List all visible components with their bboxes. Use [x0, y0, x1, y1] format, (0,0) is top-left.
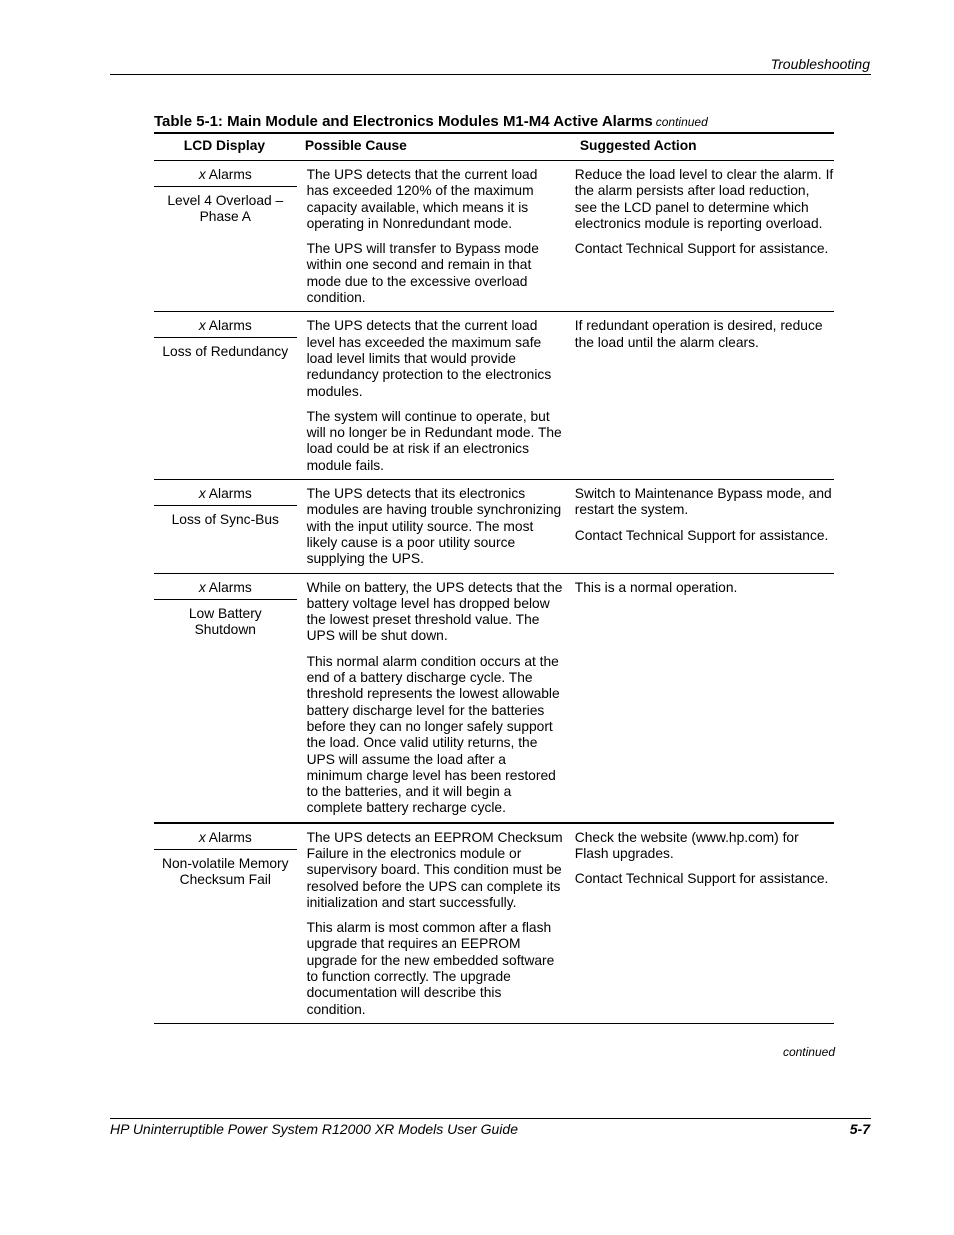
- column-header-lcd-display: LCD Display: [183, 138, 266, 154]
- alarm-count-variable: x: [198, 486, 206, 502]
- alarm-count-label: Alarms: [205, 167, 252, 182]
- alarm-count: [154, 161, 297, 187]
- possible-cause-cell: [297, 161, 563, 311]
- table-row: [154, 161, 834, 312]
- column-header-possible-cause: Possible Cause: [304, 138, 407, 154]
- action-paragraph: Check the website (www.hp.com) for Flash upgrades.: [574, 829, 799, 861]
- suggested-action-cell: [563, 480, 834, 572]
- possible-cause-cell: [297, 312, 563, 479]
- alarm-count: [154, 824, 297, 850]
- cause-paragraph: The UPS detects that the current load level has exceeded the maximum safe load level limits that would provide redundancy protection to the electronics modules.: [306, 318, 552, 399]
- action-paragraph: Contact Technical Support for assistance.: [574, 527, 829, 543]
- lcd-display-name: Loss of Redundancy: [162, 344, 289, 360]
- cause-paragraph: The UPS detects that the current load has exceeded 120% of the maximum capacity available, which means it is operating in Nonredundant mode.: [306, 167, 538, 231]
- alarm-count: [154, 574, 297, 600]
- lcd-display-cell: [154, 480, 297, 572]
- alarm-count: [154, 312, 297, 338]
- footer-title: HP Uninterruptible Power System R12000 XR Models User Guide: [110, 1121, 518, 1137]
- lcd-display-name: Non-volatile Memory Checksum Fail: [162, 855, 289, 887]
- table-header-row: [154, 133, 834, 161]
- table-row: [154, 312, 834, 480]
- cause-paragraph: This normal alarm condition occurs at the end of a battery discharge cycle. The threshold represents the lowest allowable battery discharge level for the batteries before they can no longer safely support the load. Once valid utility returns, the UPS will assume the load after a minimum charge level has been restored to the batteries, and it will begin a complete battery recharge cycle.: [306, 653, 560, 816]
- alarm-count-label: Alarms: [205, 318, 252, 334]
- possible-cause-cell: [297, 824, 563, 1023]
- suggested-action-cell: [563, 312, 834, 479]
- alarm-count-label: Alarms: [205, 829, 252, 845]
- table-caption: [154, 113, 708, 130]
- table-caption-title: Table 5-1: Main Module and Electronics Modules M1-M4 Active Alarms: [154, 113, 653, 130]
- lcd-display-cell: [154, 574, 297, 822]
- cause-paragraph: The UPS detects an EEPROM Checksum Failure in the electronics module or supervisory board. This condition must be resolved before the UPS can complete its initialization and start successfully.: [306, 829, 563, 910]
- lcd-display-cell: [154, 161, 297, 311]
- footer-rule: [110, 1118, 871, 1119]
- column-header-suggested-action: Suggested Action: [579, 138, 697, 154]
- alarm-count: [154, 480, 297, 506]
- lcd-display-name: Level 4 Overload – Phase A: [167, 193, 284, 225]
- possible-cause-cell: [297, 480, 563, 572]
- action-paragraph: Switch to Maintenance Bypass mode, and restart the system.: [574, 486, 832, 518]
- action-paragraph: Contact Technical Support for assistance.: [574, 871, 829, 887]
- table-caption-continued: continued: [655, 115, 708, 129]
- lcd-display-cell: [154, 824, 297, 1023]
- alarm-count-label: Alarms: [205, 486, 252, 502]
- action-paragraph: Reduce the load level to clear the alarm. If the alarm persists after load reduction, see the LCD panel to determine which electronics module is reporting overload.: [574, 167, 834, 231]
- suggested-action-cell: [563, 161, 834, 311]
- action-paragraph: This is a normal operation.: [574, 579, 738, 595]
- alarm-count-label: Alarms: [205, 579, 252, 595]
- running-header: Troubleshooting: [770, 56, 870, 72]
- action-paragraph: If redundant operation is desired, reduce the load until the alarm clears.: [574, 318, 823, 350]
- table-continued-note: continued: [782, 1045, 835, 1059]
- page-number: 5-7: [849, 1121, 870, 1137]
- lcd-display-name: Loss of Sync-Bus: [171, 512, 279, 528]
- cause-paragraph: The system will continue to operate, but will no longer be in Redundant mode. The load could be at risk if an electronics module fails.: [306, 408, 562, 473]
- lcd-display-cell: [154, 312, 297, 479]
- table-row: [154, 824, 834, 1024]
- alarm-count-variable: x: [198, 167, 206, 182]
- alarm-count-variable: x: [198, 318, 206, 334]
- cause-paragraph: While on battery, the UPS detects that the battery voltage level has dropped below the lowest preset threshold value. The UPS will be shut down.: [306, 579, 563, 644]
- alarms-table: [154, 133, 834, 1024]
- suggested-action-cell: [563, 824, 834, 1023]
- action-paragraph: Contact Technical Support for assistance.: [574, 241, 829, 257]
- table-row: [154, 480, 834, 573]
- suggested-action-cell: [563, 574, 834, 822]
- cause-paragraph: This alarm is most common after a flash upgrade that requires an EEPROM upgrade for the new embedded software to function correctly. The upgrade documentation will describe this condition.: [306, 920, 555, 1017]
- possible-cause-cell: [297, 574, 563, 822]
- alarm-count-variable: x: [198, 579, 206, 595]
- header-rule: [110, 74, 871, 75]
- table-row: [154, 574, 834, 824]
- cause-paragraph: The UPS will transfer to Bypass mode within one second and remain in that mode due to the excessive overload condition.: [306, 241, 539, 306]
- alarm-count-variable: x: [198, 829, 206, 845]
- lcd-display-name: Low Battery Shutdown: [188, 605, 262, 637]
- cause-paragraph: The UPS detects that its electronics modules are having trouble synchronizing with the input utility source. The most likely cause is a poor utility source supplying the UPS.: [306, 486, 562, 567]
